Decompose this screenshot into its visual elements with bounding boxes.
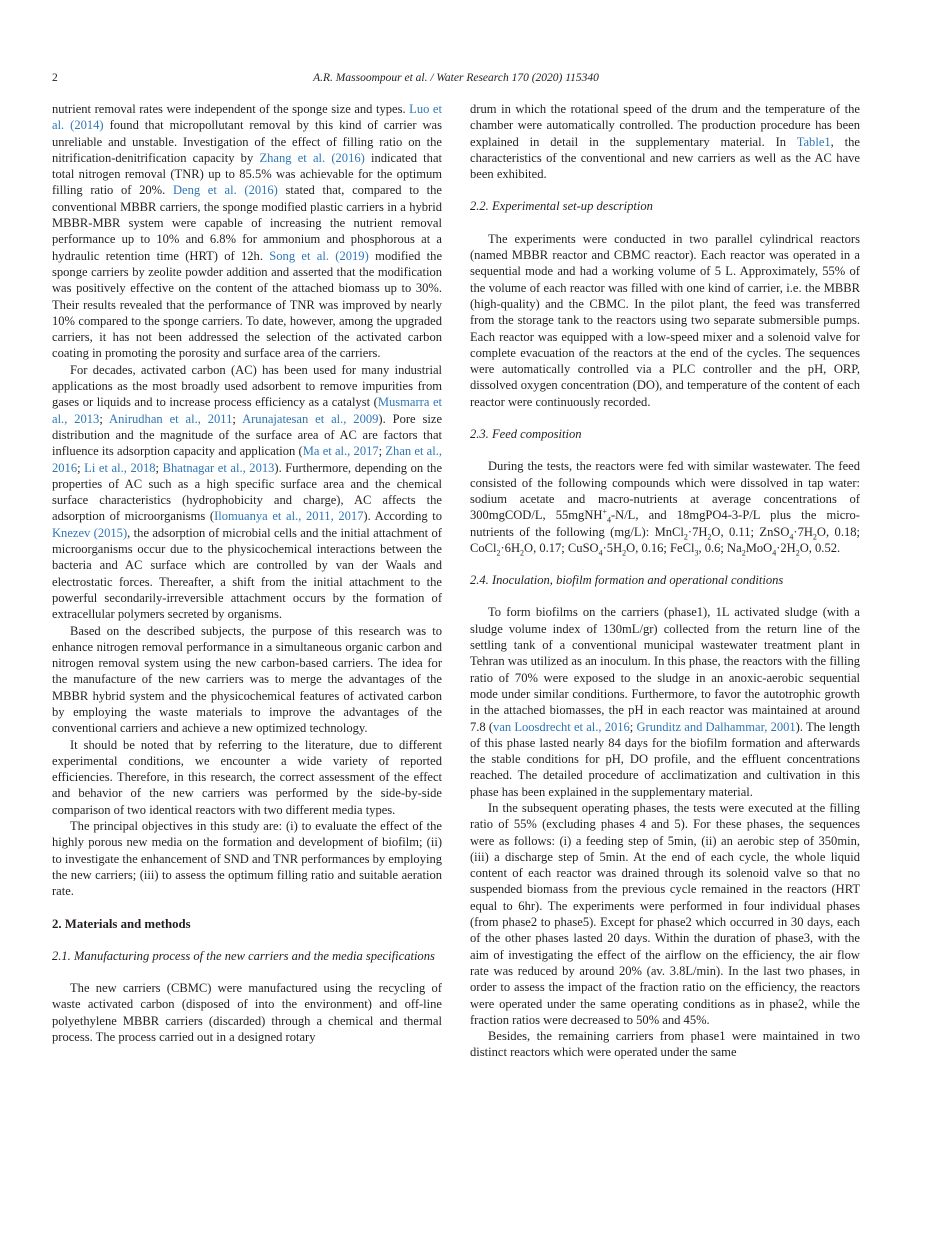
left-column	[52, 101, 442, 1045]
paragraph: It should be noted that by referring to the literature, due to different experimental conditions, we encounter a wide variety of reported efficiencies. Therefore, in this research, the correct assessment of the effect and behavior of the new carriers was performed by the side-by-side comparison of two identical reactors with two different media types.	[52, 737, 442, 817]
citation-link[interactable]: Arunajatesan et al., 2009	[242, 411, 379, 426]
citation-link[interactable]: Knezev (2015)	[52, 525, 128, 540]
paragraph: The experiments were conducted in two parallel cylindrical reactors (named MBBR reactor and CBMC reactor). Each reactor was operated in a sequential mode and had a working volume of 5 L. Approximately, 55% of the volume of each reactor was filled with one kind of carrier, i.e. the MBBR (high-quality) and the CBMC. In the pilot plant, the feed was transferred from the storage tank to the reactors using two separate submersible pumps. Each reactor was equipped with a low-speed mixer and a solenoid valve for complete evacuation of the reactors at the end of the cycles. The sequences were automatically controlled via a PLC controller and the pH, ORP, dissolved oxygen concentration (DO), and temperature of the content of each reactor were continuously recorded.	[470, 231, 860, 409]
page-header	[52, 72, 860, 88]
citation-link[interactable]: Luo et al. (2014)	[52, 102, 442, 133]
citation-link[interactable]: Song et al. (2019)	[269, 248, 369, 263]
running-title: A.R. Massoompour et al. / Water Research 170 (2020) 115340	[313, 72, 599, 84]
subsection-heading: 2.4. Inoculation, biofilm formation and operational conditions	[470, 573, 784, 588]
subsection-heading: 2.2. Experimental set-up description	[470, 199, 653, 214]
paragraph: The principal objectives in this study are: (i) to evaluate the effect of the highly porous new media on the formation and development of biofilm; (ii) to investigate the enhancement of SND and TNR performances by employing the new carriers; (iii) to assess the optimum filling ratio and suitable aeration rate.	[52, 819, 443, 899]
paragraph: drum in which the rotational speed of the drum and the temperature of the chamber were automatically controlled. The production procedure has been explained in detail in the supplementary material. In Table1, the characteristics of the conventional and new carriers as well as the AC have been exhibited.	[470, 102, 860, 182]
citation-link[interactable]: Bhatnagar et al., 2013	[162, 460, 275, 475]
citation-link[interactable]: Ma et al., 2017	[302, 444, 379, 459]
subsection-heading: 2.3. Feed composition	[470, 427, 582, 442]
citation-link[interactable]: van Loosdrecht et al., 2016	[493, 719, 630, 734]
right-column	[470, 101, 860, 1061]
citation-link[interactable]: Grunditz and Dalhammar, 2001	[636, 719, 796, 734]
paragraph: In the subsequent operating phases, the tests were executed at the filling ratio of 55% (excluding phases 4 and 5). For these phases, the sequences were as follows: (i) a feeding step of 5min, (ii) an aerobic step of 350min, (iii) a discharge step of 5min. At the end of each cycle, the whole liquid content of each reactor was drained through its solenoid valve so that no suspended biomass from the previous cycle remained in the reactors (HRT equal to 6hr). The experiments were performed in four individual phases (from phase2 to phase5). Except for phase2 which occurred in 30 days, each of the other phases lasted 20 days. Within the duration of phase3, with the aim of investigating the effect of the airflow on the efficiency, the air flow rate was reduced by around 20% (av. 3.8L/min). In the last two phases, in order to assess the impact of the fraction ratio on the efficiency, the reactors were operated under the same operating conditions as in phase2, while the fraction ratios were decreased to 50% and 45%.	[470, 800, 860, 1027]
citation-link[interactable]: Li et al., 2018	[84, 460, 156, 475]
paragraph: For decades, activated carbon (AC) has been used for many industrial applications as the most broadly used adsorbent to remove impurities from gases or liquids and to increase process efficiency as a catalyst (Musmarra et al., 2013; Anirudhan et al., 2011; Arunajatesan et al., 2009). Pore size distribution and the magnitude of the surface area of AC are factors that influence its adsorption capacity and application (Ma et al., 2017; Zhan et al., 2016; Li et al., 2018; Bhatnagar et al., 2013). Furthermore, depending on the properties of AC such as a high specific surface area and the chemical surface characteristics (hydrophobicity and charge), AC affects the adsorption of microorganisms (Ilomuanya et al., 2011, 2017). According to Knezev (2015), the adsorption of microbial cells and the initial attachment of microorganisms occur due to the physicochemical interactions between the bacteria and AC surface which are controlled by van der Waals and electrostatic forces. Thereafter, a shift from the initial attachment to the powerful secondarily-irreversible attachment occurs by the formation of extracellular polymers secreted by organisms.	[52, 362, 443, 622]
paragraph: nutrient removal rates were independent of the sponge size and types. Luo et al. (2014) found that micropollutant removal by this kind of carrier was unreliable and unstable. Investigation of the effect of filling ratio on the nitrification-denitrification capacity by Zhang et al. (2016) indicated that total nitrogen removal (TNR) up to 85.5% was achievable for the optimum filling ratio of 20%. Deng et al. (2016) stated that, compared to the conventional MBBR carriers, the sponge modified plastic carriers in a hybrid MBBR-MBR system were capable of increasing the nutrient removal performance up to 10% and 6.8% for ammonium and phosphorous at a hydraulic retention time (HRT) of 12h. Song et al. (2019) modified the sponge carriers by zeolite powder addition and asserted that the modification was positively effective on the content of the attached biomass up to 30%. Their results revealed that the performance of TNR was improved by nearly 10% compared to the sponge carriers. To date, however, among the upgraded carriers, it has not been addressed the selection of the activated carbon coating in promoting the porosity and surface area of the carriers.	[52, 102, 443, 361]
paragraph: During the tests, the reactors were fed with similar wastewater. The feed consisted of the following compounds which were dissolved in tap water: sodium acetate and macro-nutrients at average concentrations of 300mgCOD/L, 55mgNH+$_4$-N/L, and 18mgPO4-3-P/L plus the micro-nutrients of the following (mg/L): $MnCl_2\cdot 7H_2O$, 0.11; $ZnSO_4\cdot 7H_2O$, 0.18; $CoCl_2\cdot 6H_2O$, 0.17; $CuSO_4\cdot 5H_2O$, 0.16; FeCl$_3$, 0.6; $Na_2MoO_4\cdot 2H_2O$, 0.52.	[470, 459, 860, 558]
page-number: 2	[52, 72, 58, 84]
section-heading: 2. Materials and methods	[52, 916, 191, 931]
citation-link[interactable]: Anirudhan et al., 2011	[109, 411, 233, 426]
table-link[interactable]: Table1	[796, 134, 831, 149]
paragraph: To form biofilms on the carriers (phase1), 1L activated sludge (with a sludge volume index of 130mL/gr) collected from the return line of the settling tank of a conventional municipal wastewater treatment plant in Tehran was utilized as an inoculum. In this phase, the reactors with the filling ratio of 70% were exposed to the sludge in an anoxic-aerobic sequential mode under similar conditions. Furthermore, to favor the autotrophic growth in the attached biomasses, the pH in each reactor was maintained at around 7.8 (van Loosdrecht et al., 2016; Grunditz and Dalhammar, 2001). The length of this phase lasted nearly 84 days for the biofilm formation and afterwards the stable conditions for pH, DO profile, and the effluent concentrations reached. The detailed procedure of acclimatization and cultivation in this phase has been explained in the supplementary material.	[470, 605, 860, 799]
citation-link[interactable]: Deng et al. (2016)	[172, 183, 278, 198]
paragraph: Besides, the remaining carriers from phase1 were maintained in two distinct reactors which were operated under the same	[470, 1029, 860, 1060]
citation-link[interactable]: Musmarra et al., 2013	[52, 395, 442, 426]
citation-link[interactable]: Zhan et al., 2016	[52, 444, 443, 475]
paragraph: The new carriers (CBMC) were manufactured using the recycling of waste activated carbon (disposed of into the environment) and off-line polyethylene MBBR carriers (discarded) through a chemical and thermal process. The process carried out in a designed rotary	[52, 981, 442, 1045]
citation-link[interactable]: Ilomuanya et al., 2011, 2017	[214, 509, 364, 524]
subsection-heading: 2.1. Manufacturing process of the new carriers and the media specifications	[52, 948, 435, 963]
paragraph: Based on the described subjects, the purpose of this research was to enhance nitrogen removal performance in a simultaneous organic carbon and nitrogen removal system using the new carbon-based carriers. The idea for the manufacture of the new carriers was to merge the advantages of the MBBR hybrid system and the physicochemical features of activated carbon by employing the waste materials to improve the advantages of the conventional carriers and achieve a new optimized technology.	[52, 623, 442, 736]
citation-link[interactable]: Zhang et al. (2016)	[259, 150, 365, 165]
